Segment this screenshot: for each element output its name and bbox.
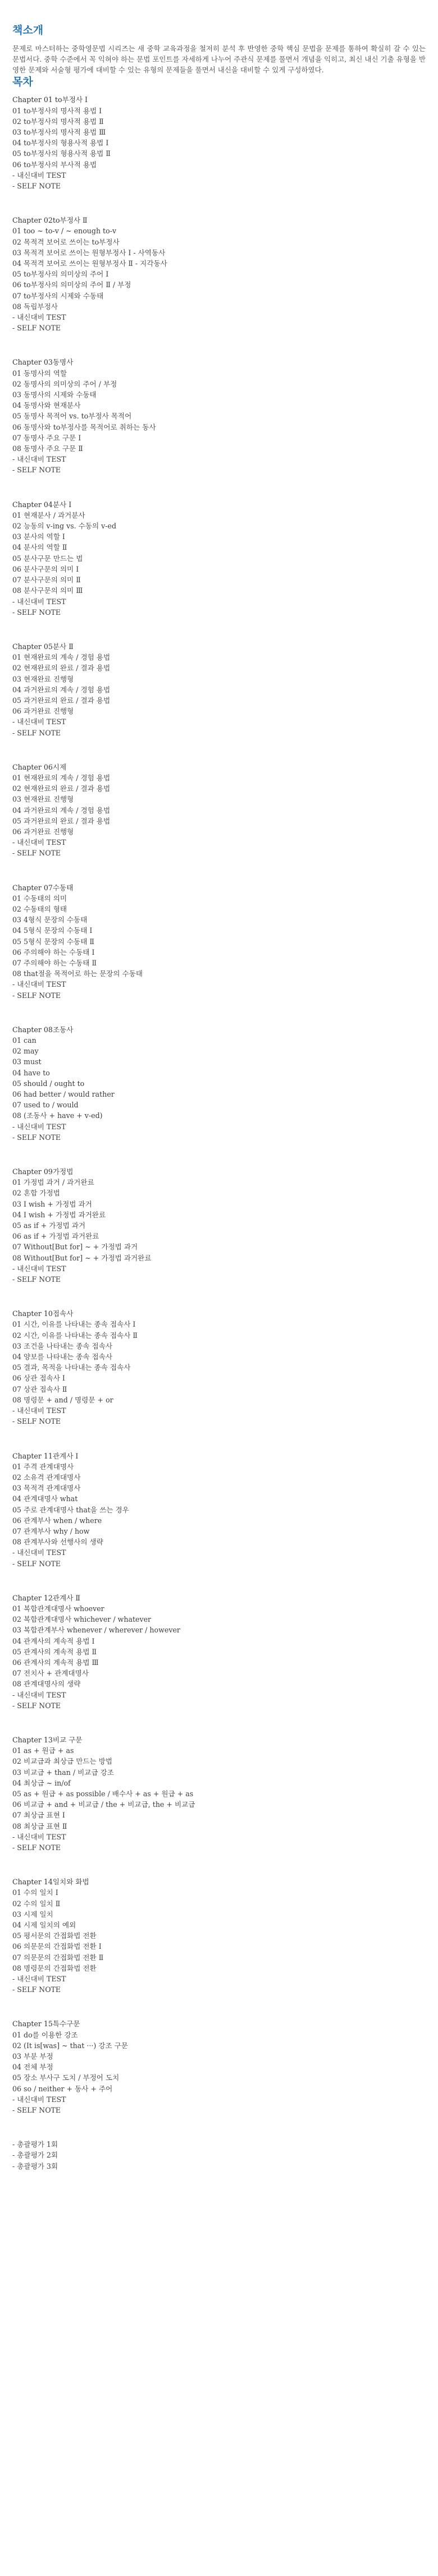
toc-entry: 08 that절을 목적어로 하는 문장의 수동태	[12, 969, 143, 978]
toc-entry: 06 과거완료 진행형	[12, 707, 74, 716]
toc-entry: - SELF NOTE	[12, 1559, 61, 1568]
toc-entry: 02 may	[12, 1047, 39, 1056]
toc-entry: 01 현재완료의 계속 / 경험 용법	[12, 653, 111, 662]
toc-entry: 06 의문문의 간접화법 전환 I	[12, 1942, 102, 1951]
toc-entry: - SELF NOTE	[12, 728, 61, 737]
toc-entry: 03 동명사의 시제와 수동태	[12, 390, 97, 399]
toc-entry: 04 과거완료의 계속 / 경험 용법	[12, 685, 111, 694]
chapter-title: Chapter 04분사 I	[12, 500, 72, 509]
toc-entry: 08 관계부사와 선행사의 생략	[12, 1538, 103, 1547]
toc-entry: 06 분사구문의 의미 I	[12, 564, 79, 573]
toc-entry: - 내신대비 TEST	[12, 2095, 66, 2104]
toc-entry: - 내신대비 TEST	[12, 1832, 66, 1841]
final-test-entry: - 총괄평가 1회	[12, 2140, 58, 2149]
toc-entry: 05 과거완료의 완료 / 결과 용법	[12, 816, 111, 825]
toc-entry: - 내신대비 TEST	[12, 171, 66, 180]
final-test-entry: - 총괄평가 3회	[12, 2161, 58, 2170]
toc-entry: 06 비교급 + and + 비교급 / the + 비교급, the + 비교급	[12, 1800, 195, 1809]
toc-entry: 02 수의 일치 Ⅱ	[12, 1899, 61, 1908]
toc-entry: 07 전치사 + 관계대명사	[12, 1669, 89, 1678]
toc-entry: 02 (It is[was] ~ that ···) 강조 구문	[12, 2041, 128, 2050]
toc-entry: - 내신대비 TEST	[12, 980, 66, 989]
toc-entry: 01 주격 관계대명사	[12, 1462, 74, 1471]
toc-entry: 06 동명사와 to부정사를 목적어로 취하는 동사	[12, 422, 156, 431]
toc-entry: 01 too ~ to-v / ~ enough to-v	[12, 227, 117, 236]
toc-entry: 06 관계부사 when / where	[12, 1516, 102, 1525]
toc-entry: - 내신대비 TEST	[12, 1264, 66, 1273]
toc-entry: 04 have to	[12, 1068, 50, 1077]
toc-entry: 02 능동의 v-ing vs. 수동의 v-ed	[12, 522, 117, 531]
toc-entry: 05 5형식 문장의 수동태 Ⅱ	[12, 937, 94, 946]
toc-entry: 04 동명사와 현재분사	[12, 401, 81, 410]
toc-entry: 02 to부정사의 명사적 용법 Ⅱ	[12, 117, 104, 126]
toc-entry: - SELF NOTE	[12, 466, 61, 475]
toc-entry: 01 현재완료의 계속 / 경험 용법	[12, 773, 111, 782]
toc-entry: 05 결과, 목적을 나타내는 종속 접속사	[12, 1363, 131, 1372]
toc-entry: - SELF NOTE	[12, 2106, 61, 2115]
toc-entry: 05 평서문의 간접화법 전환	[12, 1931, 97, 1940]
toc-entry: 02 목적격 보어로 쓰이는 to부정사	[12, 237, 120, 246]
toc-entry: 08 독립부정사	[12, 302, 58, 311]
toc-entry: 01 가정법 과거 / 과거완료	[12, 1178, 94, 1187]
toc-entry: - 내신대비 TEST	[12, 838, 66, 847]
toc-chapter	[12, 357, 426, 475]
toc-final-tests	[12, 2139, 426, 2172]
toc-chapter	[12, 1593, 426, 1711]
toc-chapter	[12, 2018, 426, 2115]
toc-entry: 03 시제 일치	[12, 1910, 53, 1919]
toc-entry: 08 동명사 주요 구문 Ⅱ	[12, 444, 83, 453]
toc-chapter	[12, 1308, 426, 1427]
toc-entry: 06 to부정사의 의미상의 주어 Ⅱ / 부정	[12, 280, 131, 289]
toc-entry: - SELF NOTE	[12, 608, 61, 617]
toc-entry: 02 비교급과 최상급 만드는 방법	[12, 1757, 113, 1766]
toc-entry: 07 분사구문의 의미 Ⅱ	[12, 576, 81, 585]
toc-entry: - SELF NOTE	[12, 1843, 61, 1852]
toc-entry: 03 must	[12, 1057, 42, 1066]
chapter-title: Chapter 02to부정사 Ⅱ	[12, 216, 88, 225]
toc-chapter	[12, 641, 426, 738]
toc-entry: 02 수동태의 형태	[12, 904, 67, 913]
toc-entry: 01 do를 이용한 강조	[12, 2030, 78, 2039]
toc-entry: 05 관계사의 계속적 용법 Ⅱ	[12, 1647, 97, 1656]
toc-entry: 03 조건을 나타내는 종속 접속사	[12, 1341, 113, 1350]
toc-entry: 03 현재완료 진행형	[12, 795, 74, 804]
toc-entry: - 내신대비 TEST	[12, 1975, 66, 1984]
toc-section	[12, 75, 426, 2172]
toc-entry: 01 복합관계대명사 whoever	[12, 1604, 104, 1613]
toc-entry: 08 최상급 표현 Ⅱ	[12, 1821, 67, 1830]
toc-chapter	[12, 1451, 426, 1569]
toc-entry: - 내신대비 TEST	[12, 597, 66, 606]
toc-entry: - SELF NOTE	[12, 849, 61, 858]
toc-entry: 05 동명사 목적어 vs. to부정사 목적어	[12, 412, 132, 421]
toc-entry: 02 동명사의 의미상의 주어 / 부정	[12, 379, 117, 388]
book-intro-section	[12, 24, 426, 75]
final-test-entry: - 총괄평가 2회	[12, 2151, 58, 2160]
chapter-title: Chapter 12관계사 Ⅱ	[12, 1593, 80, 1602]
toc-entry: - SELF NOTE	[12, 1985, 61, 1994]
toc-entry: 04 관계사의 계속적 용법 I	[12, 1636, 95, 1645]
toc-entry: 01 동명사의 역할	[12, 369, 67, 378]
toc-entry: 01 as + 원급 + as	[12, 1746, 74, 1755]
chapter-title: Chapter 13비교 구문	[12, 1735, 83, 1744]
toc-heading: 목차	[12, 75, 33, 88]
toc-entry: 01 현재분사 / 과거분사	[12, 510, 85, 519]
intro-text: 문제로 마스터하는 중학영문법 시리즈는 새 중학 교육과정을 철저히 분석 후 반영한 중학 핵심 문법을 문제를 통하여 확실히 갈 수 있는 문법서다. 중학 수준에서 꼭 익혀야 하는 문법 포인트를 자세하게 나누어 주관식 문제를 풀면서 개념을 익히고, 최신 내신 기출 유형을 반영한 문제와 서술형 평가에 대비할 수 있는 유형의 문제들을 풀면서 내신을 대비할 수 있게 구성하였다.	[12, 44, 426, 74]
toc-entry: 03 to부정사의 명사적 용법 Ⅲ	[12, 127, 106, 136]
toc-entry: 08 명령문 + and / 명령문 + or	[12, 1395, 113, 1404]
toc-entry: 05 as + 원급 + as possible / 배수사 + as + 원급 + as	[12, 1789, 194, 1798]
toc-entry: 05 주로 관계대명사 that을 쓰는 경우	[12, 1505, 129, 1514]
toc-entry: - 내신대비 TEST	[12, 1122, 66, 1131]
toc-chapter	[12, 1876, 426, 1995]
chapter-title: Chapter 01 to부정사 I	[12, 95, 88, 104]
toc-entry: 04 시제 일치의 예외	[12, 1921, 76, 1930]
toc-entry: - 내신대비 TEST	[12, 455, 66, 464]
toc-chapter	[12, 215, 426, 333]
toc-entry: 02 현재완료의 완료 / 결과 용법	[12, 784, 111, 793]
toc-entry: 01 수의 일치 I	[12, 1888, 58, 1897]
toc-entry: - SELF NOTE	[12, 324, 61, 333]
toc-entry: 02 시간, 이유를 나타내는 종속 접속사 Ⅱ	[12, 1331, 138, 1340]
toc-entry: 04 양보를 나타내는 종속 접속사	[12, 1353, 113, 1361]
toc-entry: 06 주의해야 하는 수동태 I	[12, 947, 95, 956]
toc-entry: - 내신대비 TEST	[12, 1690, 66, 1699]
toc-entry: - 내신대비 TEST	[12, 1406, 66, 1415]
toc-entry: 08 Without[But for] ~ + 가정법 과거완료	[12, 1253, 152, 1262]
toc-entry: 04 전체 부정	[12, 2063, 53, 2072]
chapter-title: Chapter 10접속사	[12, 1309, 74, 1318]
toc-entry: 07 동명사 주요 구문 I	[12, 433, 81, 442]
toc-entry: 06 과거완료 진행형	[12, 827, 74, 836]
chapter-title: Chapter 09가정법	[12, 1167, 74, 1176]
toc-entry: 04 과거완료의 계속 / 경험 용법	[12, 806, 111, 815]
toc-entry: 01 수동태의 의미	[12, 894, 67, 903]
toc-entry: - SELF NOTE	[12, 1133, 61, 1142]
toc-entry: 05 should / ought to	[12, 1079, 85, 1088]
toc-entry: 07 주의해야 하는 수동태 Ⅱ	[12, 958, 97, 967]
toc-entry: 03 I wish + 가정법 과거	[12, 1199, 92, 1208]
toc-entry: 06 had better / would rather	[12, 1090, 115, 1099]
toc-chapter	[12, 762, 426, 859]
toc-entry: - SELF NOTE	[12, 182, 61, 190]
chapter-title: Chapter 08조동사	[12, 1025, 74, 1034]
toc-entry: 07 used to / would	[12, 1101, 79, 1110]
toc-entry: 01 to부정사의 명사적 용법 I	[12, 106, 102, 115]
toc-entry: 05 to부정사의 의미상의 주어 I	[12, 270, 109, 279]
chapter-title: Chapter 14일치와 화법	[12, 1878, 89, 1887]
intro-heading: 책소개	[12, 24, 44, 36]
toc-chapter-list	[12, 94, 426, 2115]
toc-entry: 06 as if + 가정법 과거완료	[12, 1232, 99, 1241]
toc-chapter	[12, 1735, 426, 1853]
toc-entry: 07 상관 접속사 Ⅱ	[12, 1384, 67, 1393]
toc-entry: 04 to부정사의 형용사적 용법 I	[12, 139, 109, 148]
toc-entry: 07 의문문의 간접화법 전환 Ⅱ	[12, 1953, 104, 1962]
toc-entry: 04 관계대명사 what	[12, 1494, 78, 1503]
toc-entry: 04 5형식 문장의 수동태 I	[12, 926, 93, 935]
toc-chapter	[12, 1166, 426, 1285]
toc-entry: 08 관계대명사의 생략	[12, 1680, 81, 1689]
toc-chapter	[12, 94, 426, 191]
toc-entry: 08 (조동사 + have + v-ed)	[12, 1111, 103, 1120]
toc-entry: 02 혼합 가정법	[12, 1189, 60, 1198]
toc-entry: - SELF NOTE	[12, 1417, 61, 1426]
toc-entry: 03 목적격 관계대명사	[12, 1484, 81, 1493]
toc-entry: - SELF NOTE	[12, 1275, 61, 1284]
toc-entry: 08 분사구문의 의미 Ⅲ	[12, 586, 83, 595]
toc-entry: 04 I wish + 가정법 과거완료	[12, 1210, 106, 1219]
toc-entry: 05 to부정사의 형용사적 용법 Ⅱ	[12, 149, 111, 158]
toc-entry: 02 소유격 관계대명사	[12, 1473, 81, 1482]
toc-chapter	[12, 1024, 426, 1143]
chapter-title: Chapter 06시제	[12, 762, 67, 771]
toc-entry: 02 현재완료의 완료 / 결과 용법	[12, 664, 111, 673]
chapter-title: Chapter 11관계사 I	[12, 1451, 79, 1460]
toc-entry: - 내신대비 TEST	[12, 313, 66, 322]
toc-entry: 01 시간, 이유를 나타내는 종속 접속사 I	[12, 1320, 136, 1329]
toc-entry: - 내신대비 TEST	[12, 717, 66, 726]
toc-entry: 07 관계부사 why / how	[12, 1526, 90, 1535]
toc-entry: - 내신대비 TEST	[12, 1548, 66, 1557]
toc-entry: 01 can	[12, 1036, 36, 1045]
toc-chapter	[12, 882, 426, 1001]
chapter-title: Chapter 07수동태	[12, 883, 74, 892]
toc-entry: 03 비교급 + than / 비교급 강조	[12, 1768, 114, 1777]
chapter-title: Chapter 03동명사	[12, 358, 74, 367]
toc-entry: 08 명령문의 간접화법 전환	[12, 1963, 97, 1972]
toc-chapter	[12, 499, 426, 618]
chapter-title: Chapter 05분사 Ⅱ	[12, 642, 74, 651]
toc-entry: 03 목적격 보어로 쓰이는 원형부정사 I - 사역동사	[12, 248, 166, 257]
toc-entry: 03 복합관계부사 whenever / wherever / however	[12, 1626, 180, 1635]
chapter-title: Chapter 15특수구문	[12, 2020, 80, 2028]
toc-entry: 03 4형식 문장의 수동태	[12, 916, 88, 924]
toc-entry: 06 to부정사의 부사적 용법	[12, 160, 97, 169]
toc-entry: 05 분사구문 만드는 법	[12, 554, 83, 563]
toc-entry: 07 to부정사의 시제와 수동태	[12, 291, 104, 300]
toc-entry: - SELF NOTE	[12, 991, 61, 1000]
toc-entry: 07 Without[But for] ~ + 가정법 과거	[12, 1243, 138, 1252]
toc-entry: 03 분사의 역할 I	[12, 532, 65, 541]
toc-entry: 06 so / neither + 동사 + 주어	[12, 2084, 113, 2093]
toc-entry: 02 복합관계대명사 whichever / whatever	[12, 1615, 152, 1624]
toc-entry: - SELF NOTE	[12, 1701, 61, 1710]
toc-entry: 06 상관 접속사 I	[12, 1374, 65, 1383]
toc-entry: 07 최상급 표현 I	[12, 1811, 65, 1820]
toc-entry: 05 과거완료의 완료 / 결과 용법	[12, 696, 111, 705]
toc-entry: 03 부분 부정	[12, 2052, 53, 2061]
toc-entry: 04 목적격 보어로 쓰이는 원형부정사 Ⅱ - 지각동사	[12, 259, 167, 268]
toc-entry: 03 현재완료 진행형	[12, 674, 74, 683]
toc-entry: 04 최상급 ~ in/of	[12, 1778, 71, 1787]
toc-entry: 05 as if + 가정법 과거	[12, 1221, 86, 1230]
toc-entry: 06 관계사의 계속적 용법 Ⅲ	[12, 1658, 99, 1667]
toc-entry: 05 장소 부사구 도치 / 부정어 도치	[12, 2073, 120, 2082]
toc-entry: 04 분사의 역할 Ⅱ	[12, 543, 67, 552]
